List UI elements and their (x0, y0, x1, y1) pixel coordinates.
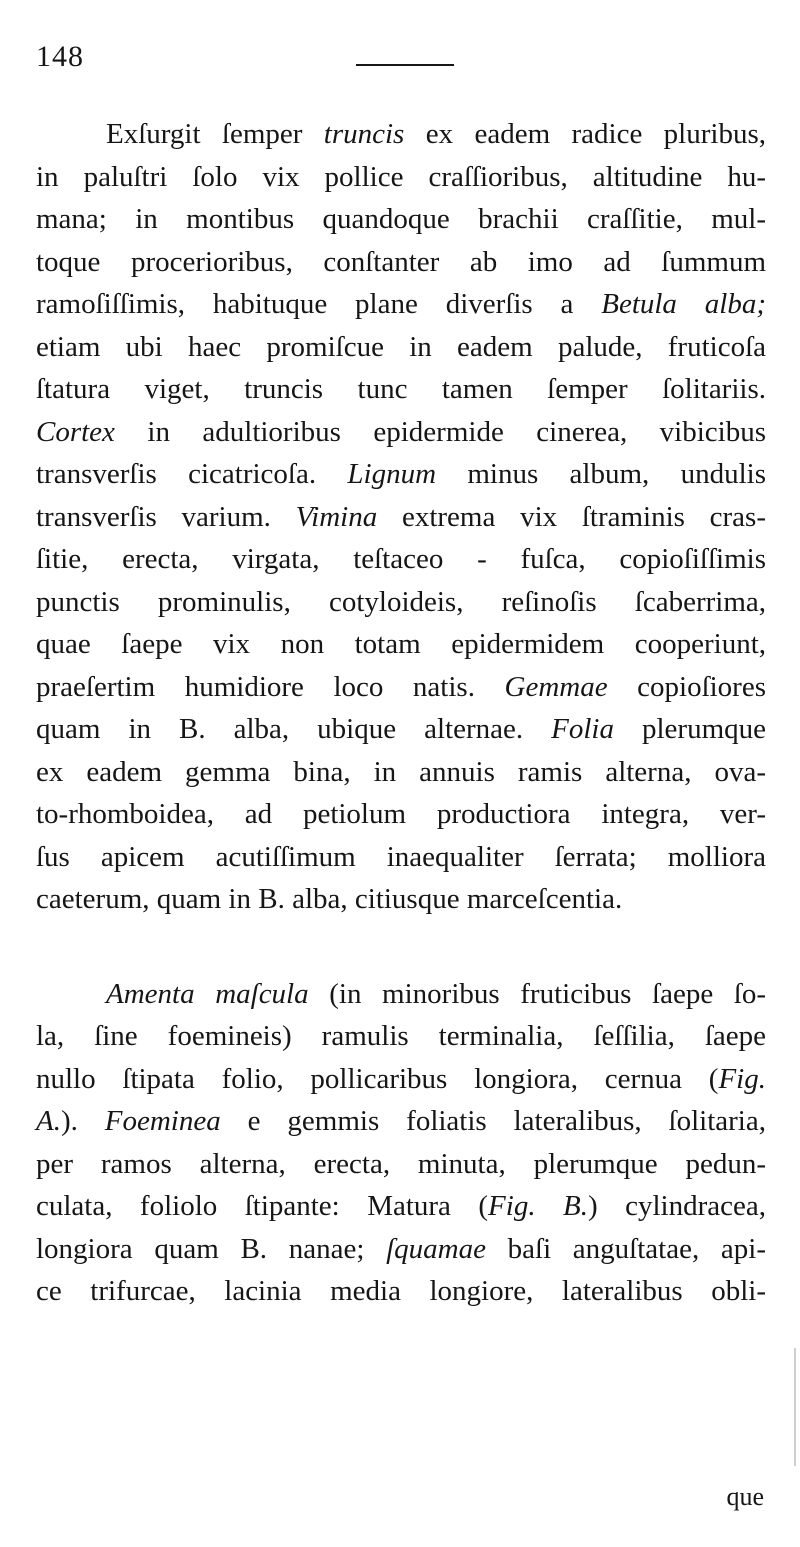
text-line (36, 1100, 766, 1143)
text-line (36, 1015, 766, 1058)
text-segment: ramoſiſſimis, habituque plane diverſis a (36, 288, 602, 320)
text-line (36, 156, 766, 199)
italic-term: Fig. B. (488, 1190, 588, 1222)
text-line (36, 1228, 766, 1271)
text-segment: longiora quam B. nanae; (36, 1232, 387, 1265)
text-segment: transverſis varium. (36, 500, 296, 533)
text-segment: praeſertim humidiore loco natis. (36, 670, 505, 703)
paragraph-amenta (36, 973, 766, 1313)
text-segment: punctis prominulis, cotyloideis, reſinoſis ſcaberrima, (36, 585, 766, 618)
italic-term: truncis (323, 118, 405, 150)
page-edge-mark (794, 1348, 796, 1466)
italic-term: Lignum (347, 458, 437, 490)
paragraph-gap (36, 921, 766, 973)
text-line (36, 496, 766, 539)
text-segment: copioſiores (607, 670, 767, 703)
text-segment: etiam ubi haec promiſcue in eadem palude, fruticoſa (36, 330, 766, 363)
text-segment: ſtatura viget, truncis tunc tamen ſemper ſolitariis. (36, 373, 766, 405)
text-line (36, 538, 766, 581)
text-segment: plerumque (613, 713, 766, 745)
text-line (36, 1185, 766, 1228)
text-line (36, 751, 766, 794)
text-segment: Exſurgit ſemper (106, 118, 324, 150)
text-segment: ſus apicem acutiſſimum inaequaliter ſerrata; molliora (36, 840, 766, 873)
body-text (36, 113, 766, 1313)
text-line (36, 581, 766, 624)
italic-term: ſquamae (386, 1232, 486, 1265)
text-line (36, 198, 766, 241)
text-line (36, 1143, 766, 1186)
text-line (36, 973, 766, 1016)
italic-term: Foeminea (104, 1105, 221, 1137)
text-segment: ) cylindracea, (587, 1190, 766, 1222)
paragraph-description (36, 113, 766, 921)
text-segment: (in minoribus fruticibus ſaepe ſo- (308, 977, 767, 1010)
text-segment: la, ſine foemineis) ramulis terminalia, ſeſſilia, ſaepe (36, 1020, 766, 1052)
text-segment: ſitie, erecta, virgata, teſtaceo - fuſca, copioſiſſimis (36, 543, 766, 575)
catchword: que (726, 1482, 764, 1511)
text-line (36, 326, 766, 369)
text-line (36, 241, 766, 284)
header-rule (356, 64, 454, 66)
text-segment: in paluſtri ſolo vix pollice craſſioribus, altitudine hu- (36, 160, 766, 193)
text-segment: extrema vix ſtraminis cras- (377, 500, 766, 533)
text-line (36, 708, 766, 751)
text-segment: baſi anguſtatae, api- (485, 1232, 766, 1265)
text-segment: nullo ſtipata folio, pollicaribus longiora, cernua ( (36, 1062, 719, 1095)
text-line (36, 878, 766, 921)
text-segment: culata, foliolo ſtipante: Matura ( (36, 1190, 489, 1222)
text-segment: minus album, undulis (436, 458, 766, 490)
text-segment: to-rhomboidea, ad petiolum productiora integra, ver- (36, 798, 766, 830)
text-line (36, 1058, 766, 1101)
italic-term: Fig. (718, 1062, 766, 1095)
text-segment: quam in B. alba, ubique alternae. (36, 713, 552, 745)
text-segment: in adultioribus epidermide cinerea, vibicibus (114, 415, 766, 448)
italic-term: Cortex (36, 415, 115, 448)
text-line (36, 283, 766, 326)
text-line (36, 368, 766, 411)
text-segment: caeterum, quam in B. alba, citiusque marceſcentia. (36, 883, 623, 915)
italic-term: Betula alba; (601, 288, 766, 320)
text-segment: ex eadem gemma bina, in annuis ramis alterna, ova- (36, 755, 766, 788)
text-segment: transverſis cicatricoſa. (36, 458, 348, 490)
text-line (36, 1270, 766, 1313)
text-segment: ex eadem radice pluribus, (404, 118, 766, 150)
text-line (36, 113, 766, 156)
text-line (36, 453, 766, 496)
text-segment: ce trifurcae, lacinia media longiore, lateralibus obli- (36, 1275, 766, 1307)
text-line (36, 666, 766, 709)
page-number: 148 (36, 40, 84, 73)
italic-term: Vimina (295, 500, 378, 533)
text-line (36, 836, 766, 879)
text-line (36, 793, 766, 836)
italic-term: Folia (551, 713, 614, 745)
text-segment: ). (60, 1105, 105, 1137)
text-segment: quae ſaepe vix non totam epidermidem cooperiunt, (36, 628, 766, 660)
text-segment: e gemmis foliatis lateralibus, ſolitaria, (220, 1105, 766, 1137)
italic-term: Amenta maſcula (106, 977, 309, 1010)
text-segment: toque procerioribus, conſtanter ab imo ad ſummum (36, 245, 766, 278)
text-line (36, 623, 766, 666)
text-segment: per ramos alterna, erecta, minuta, plerumque pedun- (36, 1147, 766, 1180)
italic-term: Gemmae (504, 670, 608, 703)
text-segment: mana; in montibus quandoque brachii craſſitie, mul- (36, 203, 766, 235)
italic-term: A. (36, 1105, 61, 1137)
text-line (36, 411, 766, 454)
